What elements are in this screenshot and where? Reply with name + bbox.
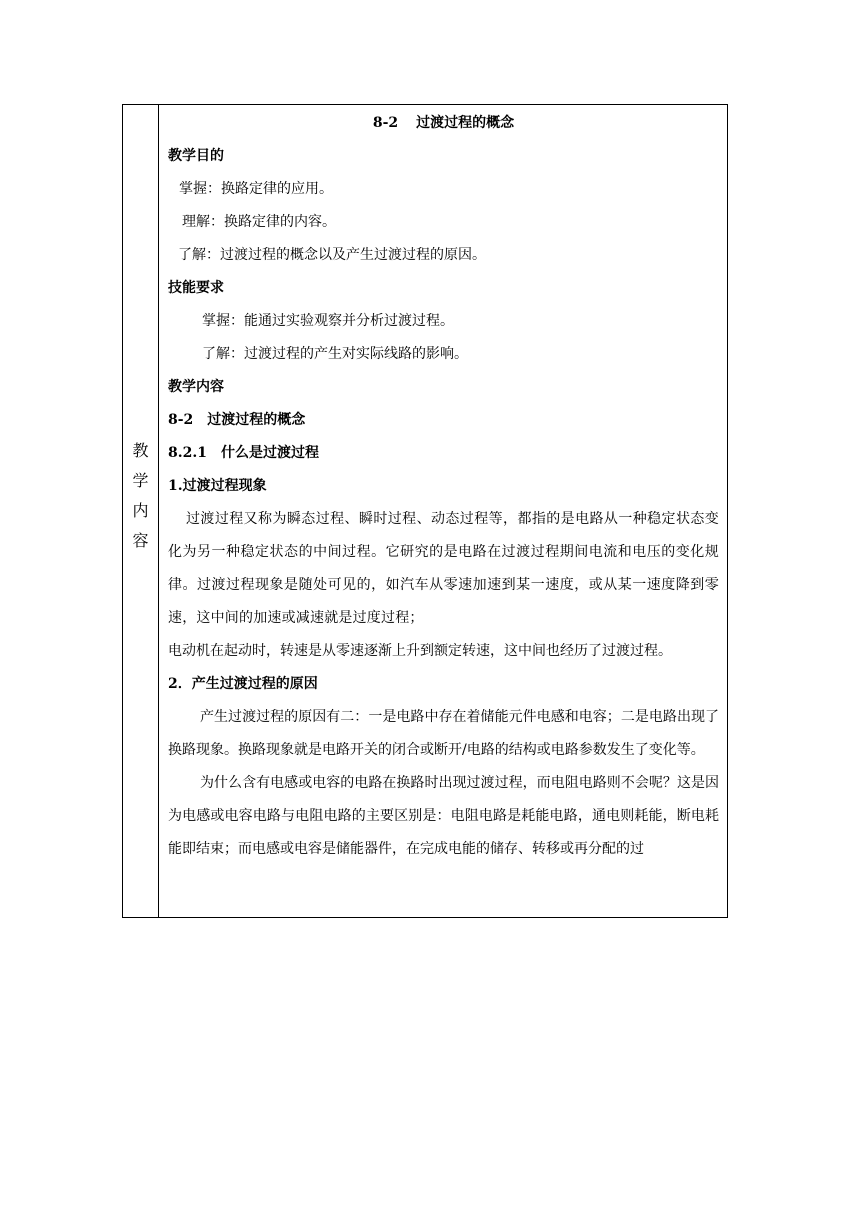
section-number: 8-2 (168, 412, 194, 428)
section-title-number: 8-2 (372, 115, 399, 131)
section-title-text: 过渡过程的概念 (416, 115, 515, 131)
phenomenon-paragraph: 过渡过程又称为瞬态过程、瞬时过程、动态过程等，都指的是电路从一种稳定状态变化为另一种稳定状态的中间过程。它研究的是电路在过渡过程期间电流和电压的变化规律。过渡过程现象是随处可见的，如汽车从零速加速到某一速度，或从某一速度降到零速，这中间的加速或减速就是过度过程； (168, 511, 719, 626)
skills-heading: 技能要求 (168, 280, 224, 296)
skill-master: 掌握：能通过实验观察并分析过渡过程。 (202, 313, 454, 329)
section-text: 过渡过程的概念 (207, 412, 306, 428)
goal-understand: 理解：换路定律的内容。 (182, 214, 336, 230)
goal-know: 了解：过渡过程的概念以及产生过渡过程的原因。 (178, 247, 486, 263)
row-label-cell (123, 105, 159, 917)
skill-know: 了解：过渡过程的产生对实际线路的影响。 (202, 346, 468, 362)
content-cell (159, 105, 727, 917)
phenomenon-heading: 1.过渡过程现象 (168, 478, 267, 494)
motor-paragraph: 电动机在起动时，转速是从零速逐渐上升到额定转速，这中间也经历了过渡过程。 (168, 643, 672, 659)
row-label-char: 教 (132, 441, 149, 460)
lesson-table (122, 104, 728, 918)
subsection-heading (168, 437, 719, 470)
content-heading: 教学内容 (168, 379, 224, 395)
row-label-char: 容 (132, 531, 149, 550)
cause-heading: 2．产生过渡过程的原因 (168, 676, 318, 692)
subsection-text: 什么是过渡过程 (220, 445, 319, 461)
row-label-char: 学 (132, 471, 149, 490)
section-title (168, 113, 719, 133)
goal-master: 掌握：换路定律的应用。 (179, 181, 333, 197)
goals-heading: 教学目的 (168, 148, 224, 164)
cause-paragraph-2: 为什么含有电感或电容的电路在换路时出现过渡过程，而电阻电路则不会呢？这是因为电感或电容电路与电阻电路的主要区别是：电阻电路是耗能电路，通电则耗能，断电耗能即结束；而电感或电容是储能器件，在完成电能的储存、转移或再分配的过 (168, 775, 719, 857)
cause-paragraph-1: 产生过渡过程的原因有二：一是电路中存在着储能元件电感和电容；二是电路出现了换路现象。换路现象就是电路开关的闭合或断开/电路的结构或电路参数发生了变化等。 (168, 709, 719, 758)
section-heading (168, 404, 719, 437)
subsection-number: 8.2.1 (168, 445, 207, 461)
row-label-char: 内 (132, 501, 149, 520)
